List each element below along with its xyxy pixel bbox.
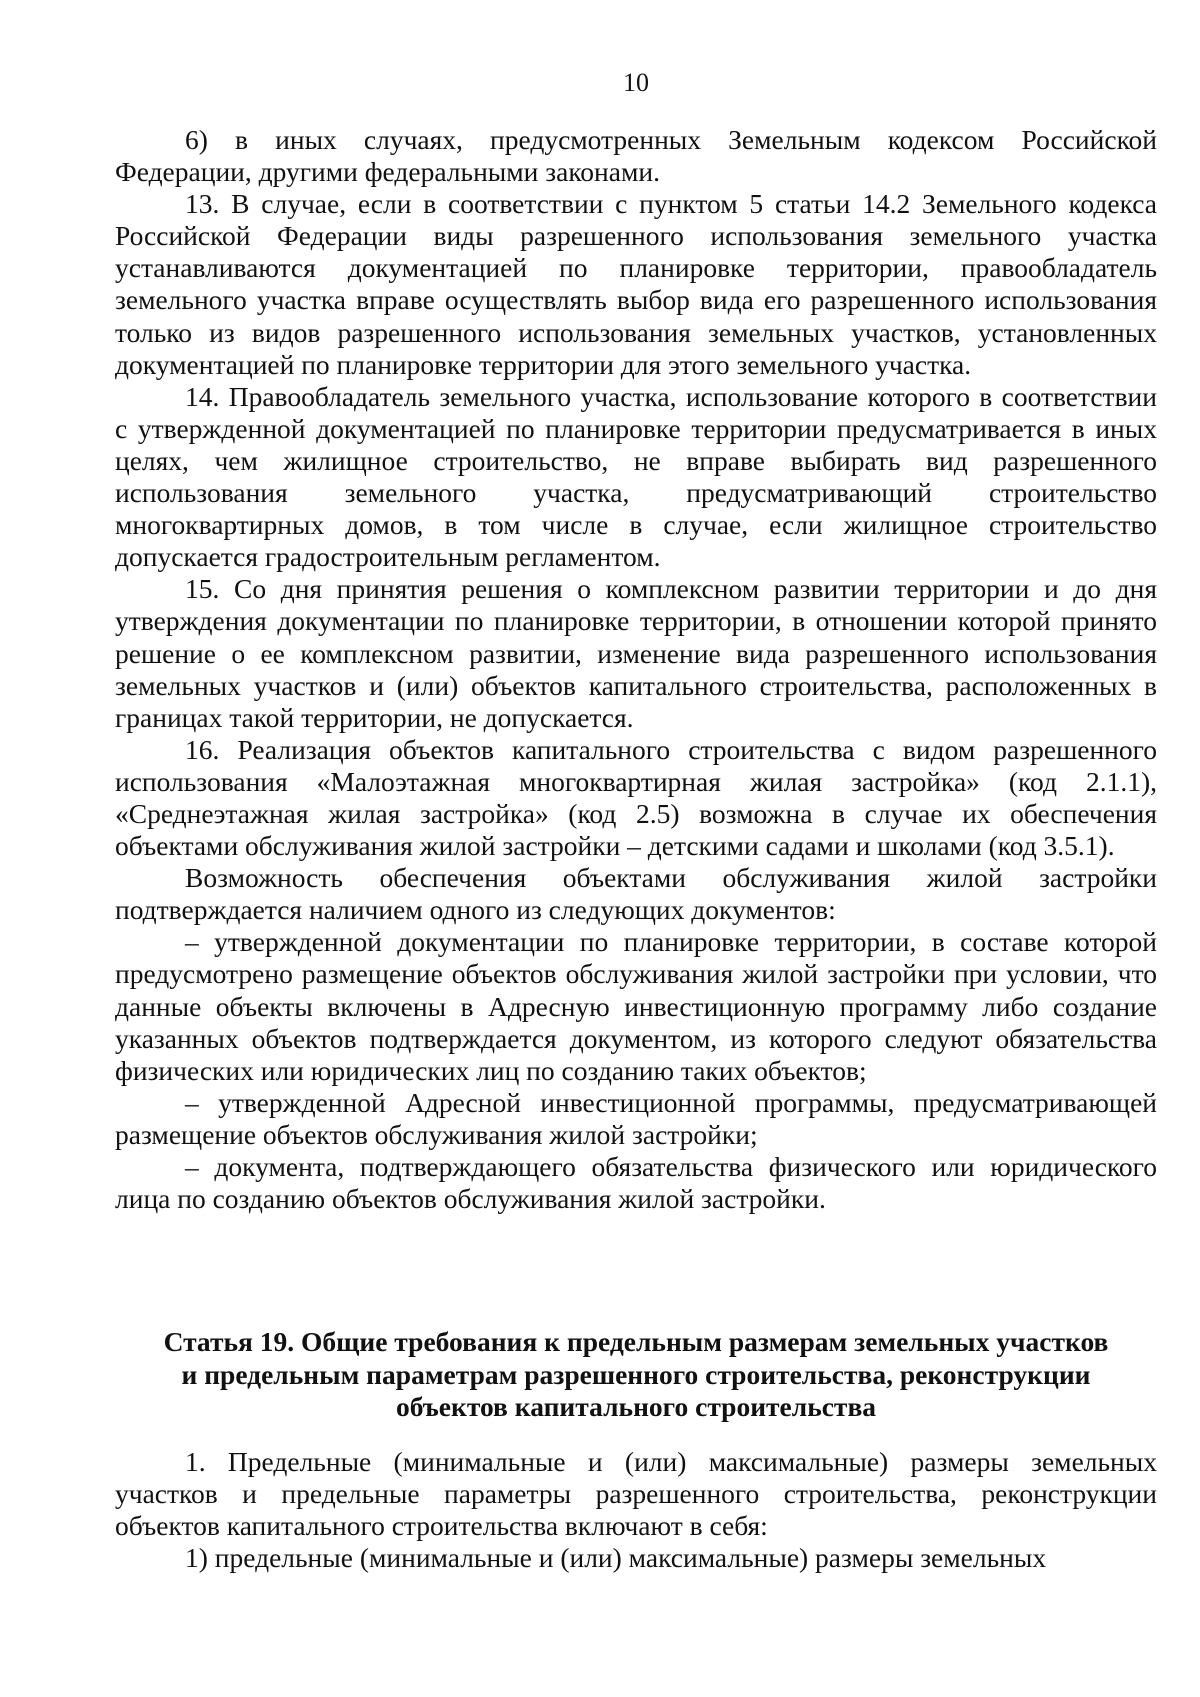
paragraph-16: 16. Реализация объектов капитального строительства с видом разрешенного использования «Малоэтажная многоквартирная жилая застройка» (код 2.1.1), «Среднеэтажная жилая застройка» (код 2.5) возможна в случае их обеспечения объектами обслуживания жилой застройки – детскими садами и школами (код 3.5.1). (115, 733, 1157, 862)
heading-line-3: объектов капитального строительства (395, 1391, 877, 1422)
paragraph-15: 15. Со дня принятия решения о комплексном развитии территории и до дня утверждения документации по планировке территории, в отношении которой принято решение о ее комплексном развитии, изменение вида разрешенного использования земельных участков и (или) объектов капитального строительства, расположенных в границах такой территории, не допускается. (115, 573, 1157, 733)
paragraph-item-6: 6) в иных случаях, предусмотренных Земельным кодексом Российской Федерации, другими федеральными законами. (115, 124, 1157, 188)
document-body (115, 124, 1157, 1215)
article-19-heading (115, 1326, 1157, 1424)
list-item-dash-2: – утвержденной Адресной инвестиционной программы, предусматривающей размещение объектов обслуживания жилой застройки; (115, 1086, 1157, 1150)
paragraph-possibility: Возможность обеспечения объектами обслуживания жилой застройки подтверждается наличием одного из следующих документов: (115, 862, 1157, 926)
article-19-body (115, 1446, 1157, 1574)
list-item-dash-1: – утвержденной документации по планировке территории, в составе которой предусмотрено размещение объектов обслуживания жилой застройки при условии, что данные объекты включены в Адресную инвестиционную программу либо создание указанных объектов подтверждается документом, из которого следуют обязательства физических или юридических лиц по созданию таких объектов; (115, 926, 1157, 1086)
heading-line-2: и предельным параметрам разрешенного строительства, реконструкции (181, 1358, 1091, 1390)
heading-line-1: Статья 19. Общие требования к предельным размерам земельных участков (163, 1326, 1109, 1357)
page-number: 10 (623, 68, 649, 97)
paragraph-article19-1-1: 1) предельные (минимальные и (или) максимальные) размеры земельных (185, 1542, 1047, 1574)
paragraph-14: 14. Правообладатель земельного участка, использование которого в соответствии с утвержденной документацией по планировке территории предусматривается в иных целях, чем жилищное строительство, не вправе выбирать вид разрешенного использования земельного участка, предусматривающий строительство многоквартирных домов, в том числе в случае, если жилищное строительство допускается градостроительным регламентом. (115, 380, 1157, 573)
list-item-dash-3: – документа, подтверждающего обязательства физического или юридического лица по созданию объектов обслуживания жилой застройки. (115, 1151, 1157, 1215)
paragraph-13: 13. В случае, если в соответствии с пунктом 5 статьи 14.2 Земельного кодекса Российской Федерации виды разрешенного использования земельного участка устанавливаются документацией по планировке территории, правообладатель земельного участка вправе осуществлять выбор вида его разрешенного использования только из видов разрешенного использования земельных участков, установленных документацией по планировке территории для этого земельного участка. (115, 188, 1157, 380)
paragraph-article19-1: 1. Предельные (минимальные и (или) максимальные) размеры земельных участков и предельные параметры разрешенного строительства, реконструкции объектов капитального строительства включают в себя: (115, 1446, 1157, 1542)
